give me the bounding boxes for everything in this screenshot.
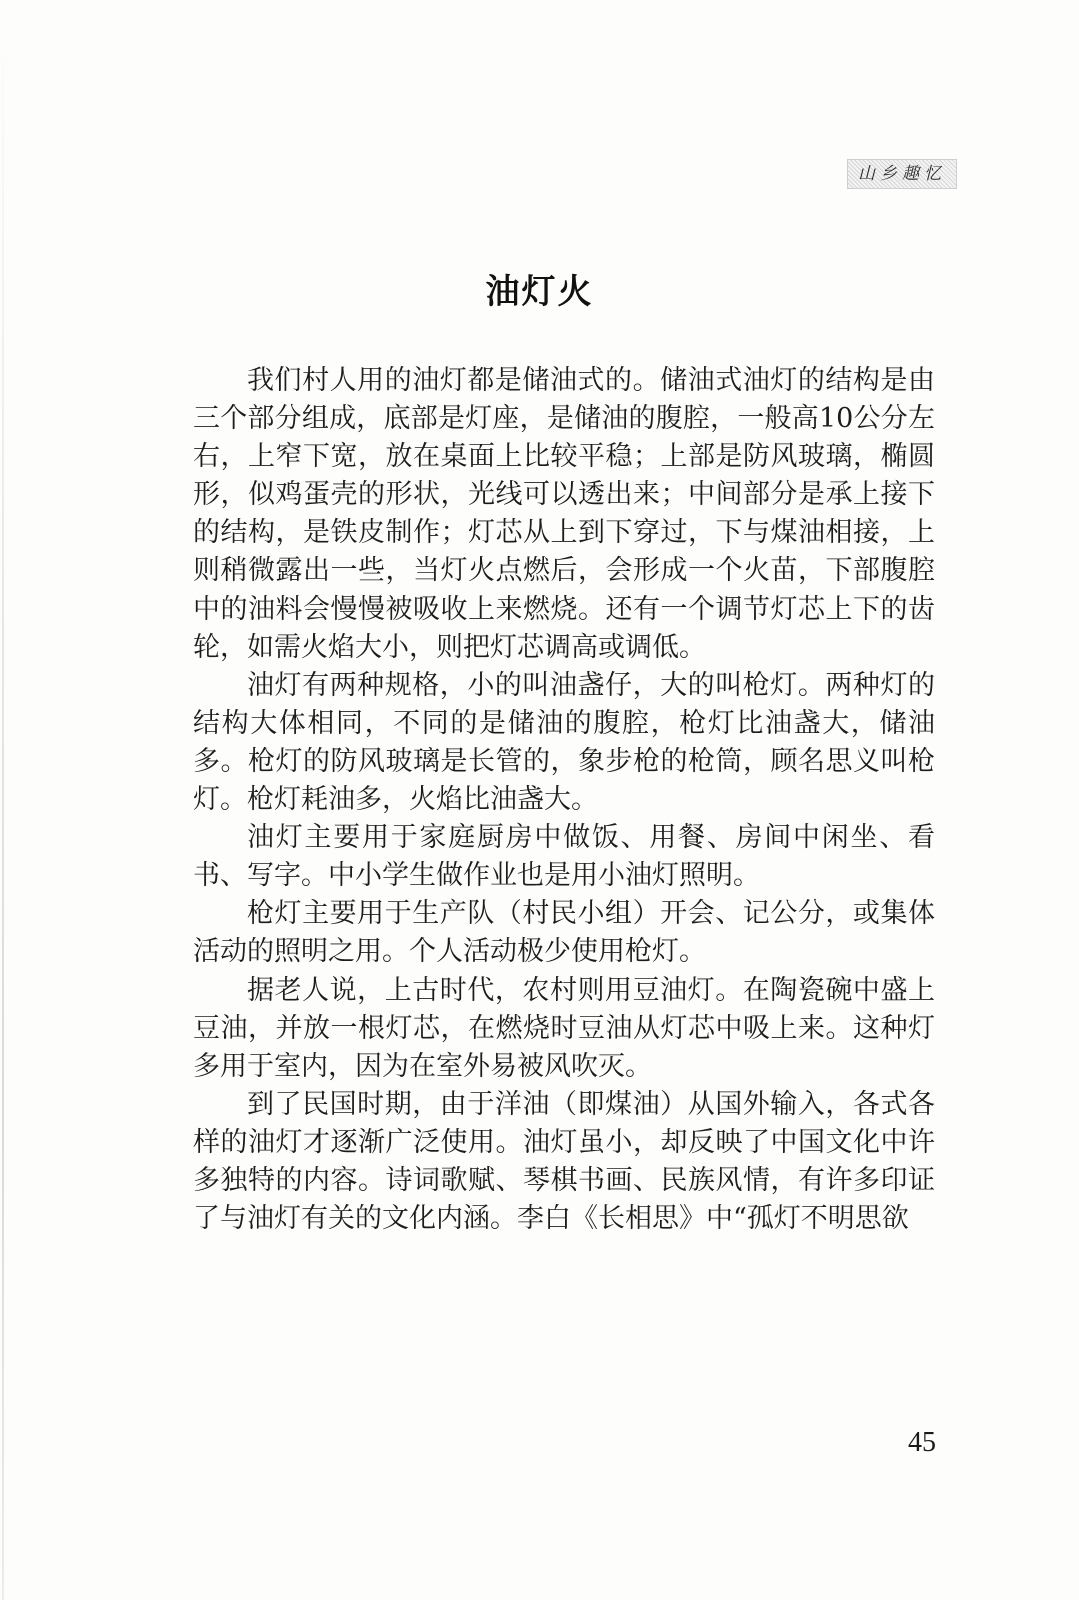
running-header: 山乡趣忆: [847, 159, 957, 189]
paragraph: 到了民国时期，由于洋油（即煤油）从国外输入，各式各样的油灯才逐渐广泛使用。油灯虽小，却反映了中国文化中许多独特的内容。诗词歌赋、琴棋书画、民族风情，有许多印证了与油灯有关的文化内涵。李白《长相思》中“孤灯不明思欲: [193, 1088, 935, 1235]
paragraph: 据老人说，上古时代，农村则用豆油灯。在陶瓷碗中盛上豆油，并放一根灯芯，在燃烧时豆油从灯芯中吸上来。这种灯多用于室内，因为在室外易被风吹灭。: [193, 974, 935, 1082]
paragraph: 油灯有两种规格，小的叫油盏仔，大的叫枪灯。两种灯的结构大体相同，不同的是储油的腹腔，枪灯比油盏大，储油多。枪灯的防风玻璃是长管的，象步枪的枪筒，顾名思义叫枪灯。枪灯耗油多，火焰比油盏大。: [193, 669, 935, 816]
article-title: 油灯火: [485, 272, 594, 312]
paragraph: 枪灯主要用于生产队（村民小组）开会、记公分，或集体活动的照明之用。个人活动极少使用枪灯。: [193, 898, 935, 968]
page-number: 45: [908, 1427, 936, 1458]
paragraph: 油灯主要用于家庭厨房中做饭、用餐、房间中闲坐、看书、写字。中小学生做作业也是用小油灯照明。: [193, 822, 935, 892]
scan-binding-edge: [2, 0, 4, 1600]
paragraph: 我们村人用的油灯都是储油式的。储油式油灯的结构是由三个部分组成，底部是灯座，是储油的腹腔，一般高10公分左右，上窄下宽，放在桌面上比较平稳；上部是防风玻璃，椭圆形，似鸡蛋壳的形状，光线可以透出来；中间部分是承上接下的结构，是铁皮制作；灯芯从上到下穿过，下与煤油相接，上则稍微露出一些，当灯火点燃后，会形成一个火苗，下部腹腔中的油料会慢慢被吸收上来燃烧。还有一个调节灯芯上下的齿轮，如需火焰大小，则把灯芯调高或调低。: [193, 365, 935, 663]
article-body: [193, 362, 935, 1238]
